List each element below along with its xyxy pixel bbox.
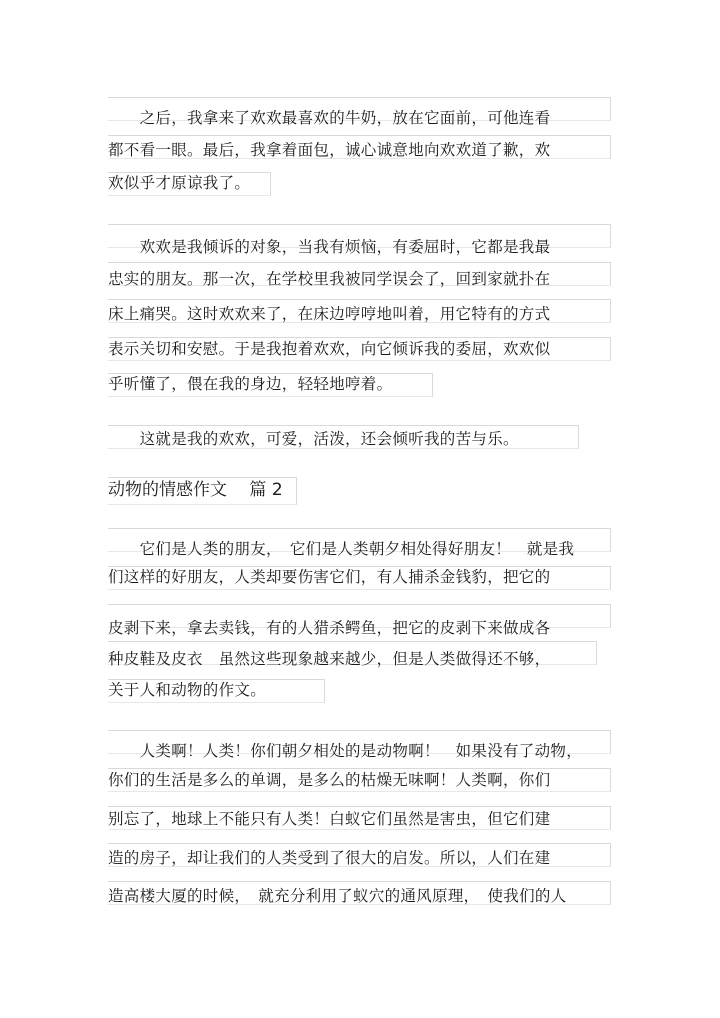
- text-line: 都不看一眼。最后，我拿着面包，诚心诚意地向欢欢道了歉，欢: [108, 141, 551, 159]
- heading-title: 动物的情感作文: [108, 480, 227, 500]
- text-line: 人类啊！人类！你们朝夕相处的是动物啊！ 如果没有了动物，: [108, 742, 583, 760]
- text-line: 你们的生活是多么的单调，是多么的枯燥无味啊！人类啊，你们: [108, 771, 551, 789]
- text-line: 造的房子，却让我们的人类受到了很大的启发。所以，人们在建: [108, 849, 551, 867]
- text-line: 关于人和动物的作文。: [108, 681, 267, 699]
- section-heading: [108, 477, 283, 503]
- text-line: 床上痛哭。这时欢欢来了，在床边哼哼地叫着，用它特有的方式: [108, 305, 551, 323]
- text-line: 乎听懂了，偎在我的身边，轻轻地哼着。: [108, 375, 393, 393]
- heading-part-label: 篇: [249, 480, 267, 500]
- text-line: 忠实的朋友。那一次，在学校里我被同学误会了，回到家就扑在: [108, 270, 551, 288]
- text-line: 种皮鞋及皮衣 虽然这些现象越来越少，但是人类做得还不够，: [108, 650, 551, 668]
- text-line: 欢似乎才原谅我了。: [108, 174, 251, 192]
- heading-part-number: 2: [271, 480, 283, 500]
- text-line: 们这样的好朋友，人类却要伤害它们，有人捕杀金钱豹，把它的: [108, 568, 551, 586]
- text-line: 欢欢是我倾诉的对象，当我有烦恼，有委屈时，它都是我最: [108, 238, 551, 256]
- text-line: 造高楼大厦的时候， 就充分利用了蚁穴的通风原理， 使我们的人: [108, 887, 567, 905]
- text-line: 表示关切和安慰。于是我抱着欢欢，向它倾诉我的委屈，欢欢似: [108, 340, 551, 358]
- text-line: 皮剥下来，拿去卖钱，有的人猎杀鳄鱼，把它的皮剥下来做成各: [108, 619, 551, 637]
- text-line: 别忘了，地球上不能只有人类！白蚁它们虽然是害虫，但它们建: [108, 810, 551, 828]
- text-line: 这就是我的欢欢，可爱，活泼，还会倾听我的苦与乐。: [108, 430, 519, 448]
- text-line: 之后，我拿来了欢欢最喜欢的牛奶，放在它面前，可他连看: [108, 109, 551, 127]
- text-line: 它们是人类的朋友， 它们是人类朝夕相处得好朋友！ 就是我: [108, 540, 575, 558]
